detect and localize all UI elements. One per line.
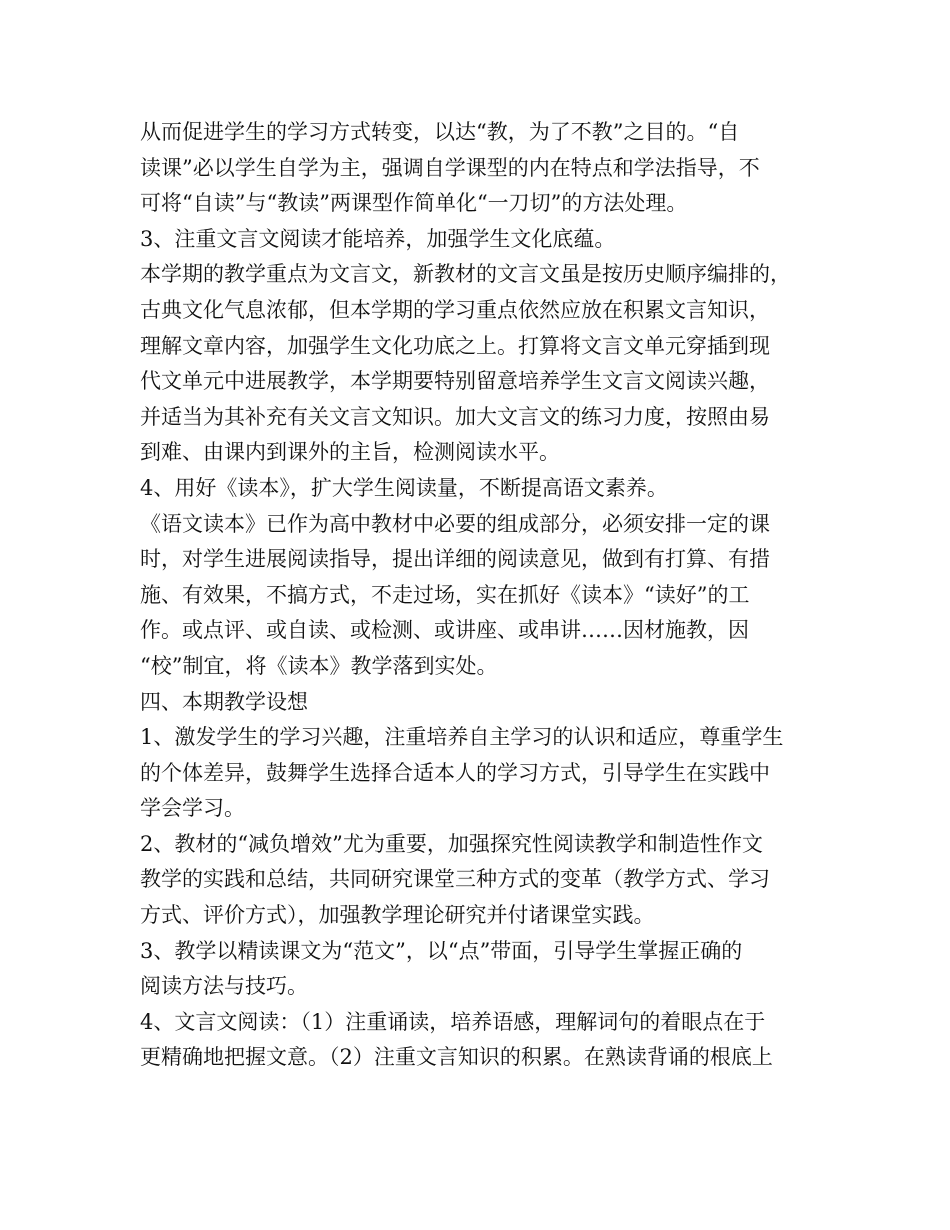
text-line: 学会学习。 xyxy=(140,796,245,821)
text-line: 从而促进学生的学习方式转变，以达“教，为了不教”之目的。“自 xyxy=(140,120,740,144)
section-heading-3: 3、注重文言文阅读才能培养，加强学生文化底蕴。 xyxy=(140,226,616,251)
text-line: 古典文化气息浓郁，但本学期的学习重点依然应放在积累文言知识， xyxy=(140,297,770,322)
text-line: 教学的实践和总结，共同研究课堂三种方式的变革（教学方式、学习 xyxy=(140,867,770,892)
text-line: 作。或点评、或自读、或检测、或讲座、或串讲……因材施教，因 xyxy=(140,618,749,643)
text-line: 《语文读本》已作为高中教材中必要的组成部分，必须安排一定的课 xyxy=(140,511,770,536)
section-heading-4: 4、用好《读本》，扩大学生阅读量，不断提高语文素养。 xyxy=(140,475,668,500)
text-line: 1、激发学生的学习兴趣，注重培养自主学习的认识和适应，尊重学生 xyxy=(140,725,784,750)
text-line: 阅读方法与技巧。 xyxy=(140,974,308,999)
text-line: 更精确地把握文意。（2）注重文言知识的积累。在熟读背诵的根底上 xyxy=(140,1045,773,1070)
text-line: 理解文章内容，加强学生文化功底之上。打算将文言文单元穿插到现 xyxy=(140,333,770,358)
text-line: 4、文言文阅读：（1）注重诵读，培养语感，理解词句的着眼点在于 xyxy=(140,1009,766,1034)
text-line: 2、教材的“减负增效”尤为重要，加强探究性阅读教学和制造性作文 xyxy=(140,831,763,856)
text-line: 可将“自读”与“教读”两课型作简单化“一刀切”的方法处理。 xyxy=(140,191,688,216)
text-line: 时，对学生进展阅读指导，提出详细的阅读意见，做到有打算、有措 xyxy=(140,547,770,572)
text-line: 读课”必以学生自学为主，强调自学课型的内在特点和学法指导，不 xyxy=(140,155,760,180)
chapter-heading: 四、本期教学设想 xyxy=(140,689,308,714)
text-line: 代文单元中进展教学，本学期要特别留意培养学生文言文阅读兴趣， xyxy=(140,369,770,394)
text-line: 到难、由课内到课外的主旨，检测阅读水平。 xyxy=(140,440,560,465)
text-line: 施、有效果，不搞方式，不走过场，实在抓好《读本》“读好”的工 xyxy=(140,582,750,607)
text-line: 3、教学以精读课文为“范文”，以“点”带面，引导学生掌握正确的 xyxy=(140,938,743,963)
text-line: “校”制宜，将《读本》教学落到实处。 xyxy=(140,653,498,678)
text-line: 方式、评价方式），加强教学理论研究并付诸课堂实践。 xyxy=(140,903,655,928)
text-line: 的个体差异，鼓舞学生选择合适本人的学习方式，引导学生在实践中 xyxy=(140,760,770,785)
text-line: 本学期的教学重点为文言文，新教材的文言文虽是按历史顺序编排的， xyxy=(140,262,791,287)
document-body xyxy=(140,115,820,1076)
text-line: 并适当为其补充有关文言文知识。加大文言文的练习力度，按照由易 xyxy=(140,404,770,429)
